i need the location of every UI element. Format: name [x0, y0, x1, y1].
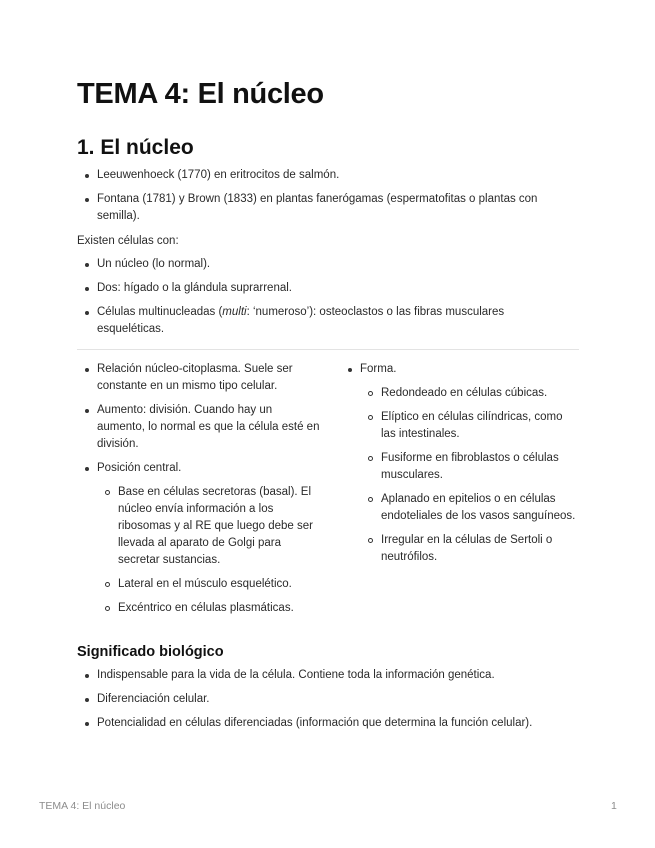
list-item: Relación núcleo-citoplasma. Suele ser constante en un mismo tipo celular.: [77, 361, 322, 395]
right-column: [340, 361, 580, 573]
list-item: Leeuwenhoeck (1770) en eritrocitos de salmón.: [77, 167, 557, 184]
list-item: Diferenciación celular.: [77, 691, 579, 708]
list-item-position: [77, 460, 322, 617]
sub-list-item: Lateral en el músculo esquelético.: [97, 576, 322, 593]
section-divider: [77, 349, 579, 350]
position-label: Posición central.: [97, 462, 182, 474]
cell-types-list: [77, 256, 557, 345]
left-column: [77, 361, 322, 624]
sub-list-item: Fusiforme en fibroblastos o células musculares.: [360, 450, 580, 484]
multi-suffix: : ‘numeroso’): osteoclastos o las fibras musculares esqueléticas.: [97, 306, 505, 335]
list-item: Un núcleo (lo normal).: [77, 256, 557, 273]
multi-term: multi: [222, 306, 247, 318]
shape-list: [340, 361, 580, 566]
list-item: Potencialidad en células diferenciadas (información que determina la función celular).: [77, 715, 579, 732]
list-item-multinucleated: [77, 304, 557, 338]
nucleus-properties-list: [77, 361, 322, 617]
sub-list-item: Excéntrico en células plasmáticas.: [97, 600, 322, 617]
multi-prefix: Células multinucleadas (: [97, 306, 223, 318]
sub-list-item: Base en células secretoras (basal). El núcleo envía información a los ribosomas y al RE que luego debe ser llevada al aparato de Golgi para secretar sustancias.: [97, 484, 322, 569]
page-title: TEMA 4: El núcleo: [77, 78, 324, 110]
list-item-shape: [340, 361, 580, 566]
shape-sublist: [360, 385, 580, 566]
significance-list: [77, 667, 579, 739]
list-item: Dos: hígado o la glándula suprarrenal.: [77, 280, 557, 297]
position-sublist: [97, 484, 322, 617]
sub-list-item: Redondeado en células cúbicas.: [360, 385, 580, 402]
history-list: [77, 167, 557, 232]
footer-page-number: 1: [611, 800, 617, 812]
shape-label: Forma.: [360, 363, 397, 375]
list-item: Fontana (1781) y Brown (1833) en plantas fanerógamas (espermatofitas o plantas con semilla).: [77, 191, 557, 225]
list-item: Aumento: división. Cuando hay un aumento, lo normal es que la célula esté en división.: [77, 402, 322, 453]
significance-heading: Significado biológico: [77, 644, 224, 660]
sub-list-item: Aplanado en epitelios o en células endoteliales de los vasos sanguíneos.: [360, 491, 580, 525]
sub-list-item: Irregular en la células de Sertoli o neutrófilos.: [360, 532, 580, 566]
footer-title: TEMA 4: El núcleo: [39, 800, 126, 812]
list-item: Indispensable para la vida de la célula. Contiene toda la información genética.: [77, 667, 579, 684]
sub-list-item: Elíptico en células cilíndricas, como las intestinales.: [360, 409, 580, 443]
section-heading-nucleus: 1. El núcleo: [77, 136, 194, 159]
cells-intro-paragraph: Existen células con:: [77, 235, 179, 247]
